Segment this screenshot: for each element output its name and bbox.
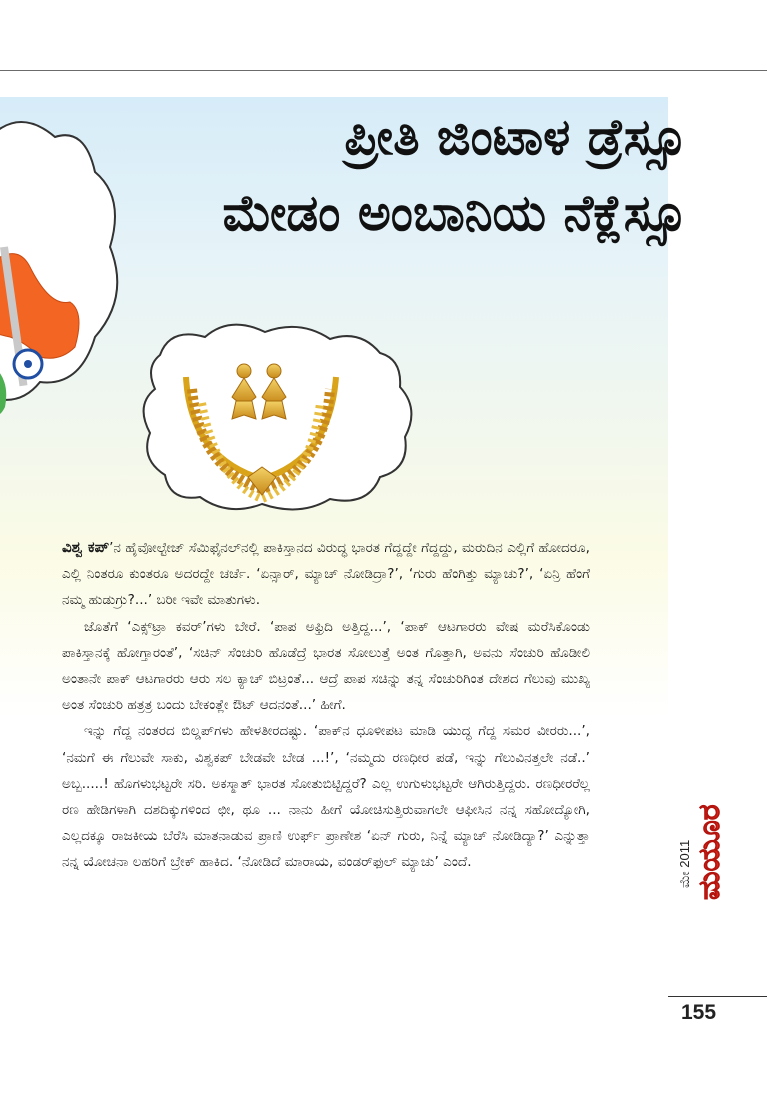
- article-paragraph: [62, 534, 590, 614]
- magazine-logo: ಮಯೂರ: [692, 804, 727, 900]
- article-body: [62, 534, 590, 876]
- article-paragraph: ಇನ್ನು ಗೆದ್ದ ನಂತರದ ಬಿಲ್ಡಪ್‌ಗಳು ಹೇಳತೀರದಷ್ಟು. ‘ಪಾಕ್‌ನ ಧೂಳೀಪಟ ಮಾಡಿ ಯುದ್ಧ ಗೆದ್ದ ಸಮರ ವೀರರು...’, ‘ನಮಗೆ ಈ ಗೆಲುವೇ ಸಾಕು, ವಿಶ್ವಕಪ್ ಬೇಡವೇ ಬೇಡ ...!’, ‘ನಮ್ಮದು ರಣಧೀರ ಪಡೆ, ಇನ್ನು ಗೆಲುವಿನತ್ತಲೇ ನಡೆ..’ ಅಬ್ಬ.....! ಹೊಗಳುಭಟ್ಟರೇ ಸರಿ. ಅಕಸ್ಮಾತ್ ಭಾರತ ಸೋತುಬಿಟ್ಟಿದ್ದರೆ? ಎಲ್ಲ ಉಗುಳುಭಟ್ಟರೇ ಆಗಿರುತ್ತಿದ್ದರು. ರಣಧೀರರೆಲ್ಲ ರಣ ಹೇಡಿಗಳಾಗಿ ದಶದಿಕ್ಕುಗಳಿಂದ ಛೀ, ಥೂ ... ನಾನು ಹೀಗೆ ಯೋಚಿಸುತ್ತಿರುವಾಗಲೇ ಆಫೀಸಿನ ನನ್ನ ಸಹೋದ್ಯೋಗಿ, ಎಲ್ಲದಕ್ಕೂ ರಾಜಕೀಯ ಬೆರೆಸಿ ಮಾತನಾಡುವ ಪ್ರಾಣಿ ಉರ್ಫ್ ಪ್ರಾಣೇಶ ‘ಏನ್ ಗುರು, ನಿನ್ನೆ ಮ್ಯಾಚ್ ನೋಡಿದ್ಯಾ?’ ಎನ್ನುತ್ತಾ ನನ್ನ ಯೋಚನಾ ಲಹರಿಗೆ ಬ್ರೇಕ್ ಹಾಕಿದ. ‘ನೋಡಿದೆ ಮಾರಾಯ, ವಂಡರ್‌ಫುಲ್ ಮ್ಯಾಚು’ ಎಂದೆ.: [62, 723, 590, 871]
- lead-word: ವಿಶ್ವ ಕಪ್: [62, 538, 110, 556]
- page-number-rule: [668, 996, 767, 997]
- article-title-line-1: ಪ್ರೀತಿ ಜಿಂಟಾಳ ಡ್ರೆಸ್ಸೂ: [344, 108, 687, 166]
- top-rule: [0, 70, 767, 71]
- issue-date: ಮೇ 2011: [677, 839, 692, 888]
- article-title-line-2: ಮೇಡಂ ಅಂಬಾನಿಯ ನೆಕ್ಲೆಸ್ಸೂ: [222, 184, 687, 242]
- article-paragraph: ಜೊತೆಗೆ ‘ಎಕ್ಸ್‌ಟ್ರಾ ಕವರ್’ಗಳು ಬೇರೆ. ‘ಪಾಪ ಅಫ್ರಿದಿ ಅತ್ತಿದ್ದ...’, ‘ಪಾಕ್ ಆಟಗಾರರು ವೇಷ ಮರೆಸಿಕೊಂಡು ಪಾಕಿಸ್ತಾನಕ್ಕೆ ಹೋಗ್ತಾರಂತೆ’, ‘ಸಚಿನ್ ಸೆಂಚುರಿ ಹೊಡೆದ್ರೆ ಭಾರತ ಸೋಲುತ್ತೆ ಅಂತ ಗೊತ್ತಾಗಿ, ಅವನು ಸೆಂಚುರಿ ಹೊಡೀಲಿ ಅಂತಾನೇ ಪಾಕ್ ಆಟಗಾರರು ಆರು ಸಲ ಕ್ಯಾಚ್ ಬಿಟ್ರಂತೆ... ಆದ್ರೆ ಪಾಪ ಸಚಿನ್ನು ತನ್ನ ಸೆಂಚುರಿಗಿಂತ ದೇಶದ ಗೆಲುವು ಮುಖ್ಯ ಅಂತ ಸೆಂಚುರಿ ಹತ್ರತ್ರ ಬಂದು ಬೇಕಂತ್ಲೇ ಔಟ್ ಆದನಂತೆ...’ ಹೀಗೆ.: [62, 618, 590, 714]
- paragraph-text: ’ನ ಹೈವೋಲ್ಟೇಜ್ ಸೆಮಿಫೈನಲ್‌ನಲ್ಲಿ ಪಾಕಿಸ್ತಾನದ ವಿರುದ್ಧ ಭಾರತ ಗೆದ್ದದ್ದೇ ಗೆದ್ದದ್ದು, ಮರುದಿನ ಎಲ್ಲಿಗೆ ಹೋದರೂ, ಎಲ್ಲಿ ನಿಂತರೂ ಕುಂತರೂ ಅದರದ್ದೇ ಚರ್ಚೆ. ‘ಏನ್ಸಾರ್, ಮ್ಯಾಚ್ ನೋಡಿದ್ರಾ?’, ‘ಗುರು ಹೆಂಗಿತ್ತು ಮ್ಯಾಚು?’, ‘ಏನ್ರಿ ಹೆಂಗೆ ನಮ್ಮ ಹುಡುಗ್ರು?...’ ಬರೀ ಇವೇ ಮಾತುಗಳು.: [62, 540, 590, 609]
- page-number: 155: [681, 1001, 717, 1024]
